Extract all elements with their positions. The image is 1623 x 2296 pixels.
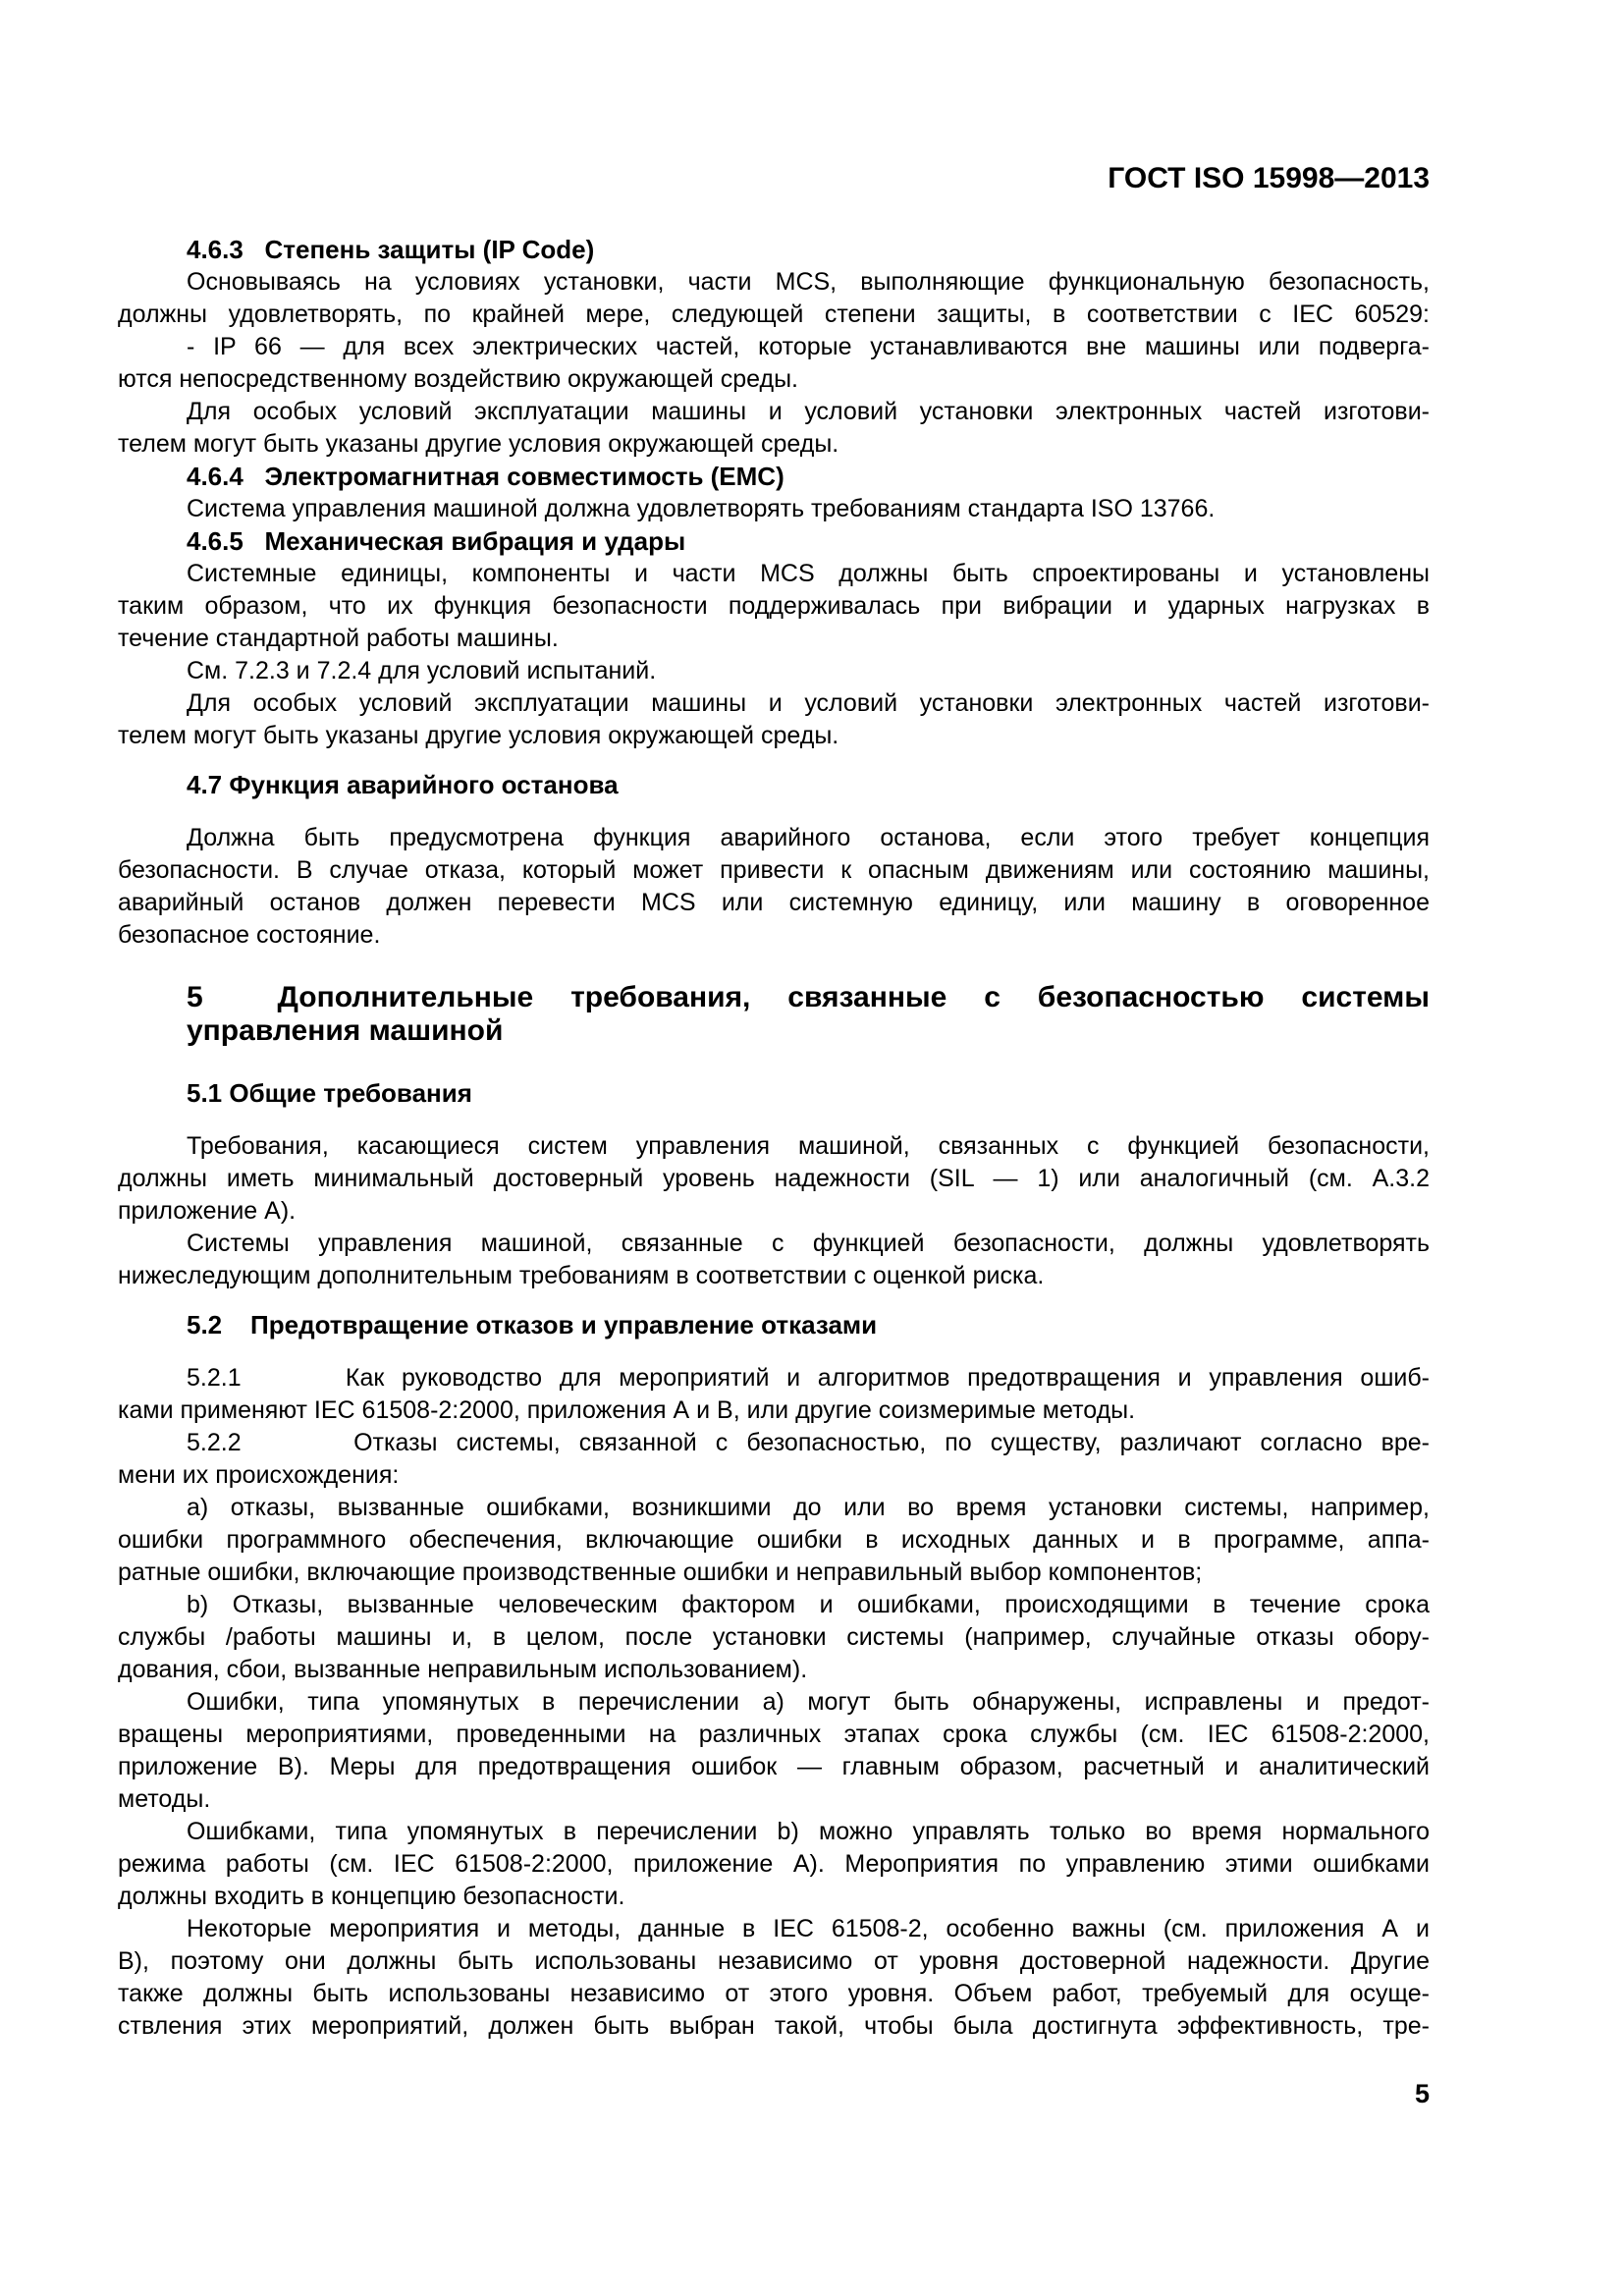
text-line: ствления этих мероприятий, должен быть выбран такой, чтобы была достигнута эффективность, тре- xyxy=(118,2012,1430,2040)
text-line: также должны быть использованы независимо от этого уровня. Объем работ, требуемый для осуще- xyxy=(118,1980,1430,2007)
text-line: - IP 66 — для всех электрических частей, которые устанавливаются вне машины или подверга- xyxy=(187,333,1430,360)
paragraph xyxy=(118,1228,1430,1292)
text-line: b) Отказы, вызванные человеческим фактором и ошибками, происходящими в течение срока xyxy=(187,1591,1430,1618)
paragraph xyxy=(118,1492,1430,1589)
text-line: приложение В). Меры для предотвращения ошибок — главным образом, расчетный и аналитический xyxy=(118,1753,1430,1780)
text-line: таким образом, что их функция безопасности поддерживалась при вибрации и ударных нагрузках в xyxy=(118,592,1430,620)
text-line: телем могут быть указаны другие условия окружающей среды. xyxy=(118,430,839,458)
text-line: Система управления машиной должна удовлетворять требованиям стандарта ISO 13766. xyxy=(187,495,1216,522)
text-line: безопасное состояние. xyxy=(118,921,381,949)
text-line: методы. xyxy=(118,1785,211,1813)
text-line: 4.7 Функция аварийного останова xyxy=(187,770,619,799)
text-line: 4.6.4 Электромагнитная совместимость (EMC) xyxy=(187,462,784,491)
text-line: Ошибками, типа упомянутых в перечислении b) можно управлять только во время нормального xyxy=(187,1818,1430,1845)
text-line: См. 7.2.3 и 7.2.4 для условий испытаний. xyxy=(187,657,657,684)
text-line: 4.6.5 Механическая вибрация и удары xyxy=(187,526,686,556)
text-line: мени их происхождения: xyxy=(118,1461,400,1489)
section-heading xyxy=(187,525,1430,558)
paragraph xyxy=(118,822,1430,952)
text-line: 4.6.3 Степень защиты (IP Code) xyxy=(187,235,595,264)
text-line: Для особых условий эксплуатации машины и условий установки электронных частей изготови- xyxy=(187,398,1430,425)
text-line: 5.2.2 Отказы системы, связанной с безопасностью, по существу, различают согласно вре- xyxy=(187,1429,1430,1456)
text-line: ошибки программного обеспечения, включающие ошибки в исходных данных и в программе, аппа- xyxy=(118,1526,1430,1554)
text-line: Для особых условий эксплуатации машины и условий установки электронных частей изготови- xyxy=(187,689,1430,717)
document-body xyxy=(118,234,1430,2043)
paragraph xyxy=(118,1913,1430,2043)
section-heading xyxy=(187,1077,1430,1110)
text-line: a) отказы, вызванные ошибками, возникшими до или во время установки системы, например, xyxy=(187,1494,1430,1521)
text-line: 5.1 Общие требования xyxy=(187,1078,472,1108)
text-line: вращены мероприятиями, проведенными на различных этапах срока службы (см. IEC 61508-2:2000, xyxy=(118,1721,1430,1748)
paragraph xyxy=(118,1816,1430,1913)
section-heading xyxy=(187,981,1430,1048)
running-header: ГОСТ ISO 15998—2013 xyxy=(1108,162,1430,194)
text-line: 5.2 Предотвращение отказов и управление отказами xyxy=(187,1310,878,1339)
paragraph xyxy=(118,558,1430,655)
paragraph xyxy=(118,493,1430,525)
section-heading xyxy=(187,769,1430,801)
text-line: управления машиной xyxy=(187,1014,504,1047)
page-content xyxy=(118,162,1430,2110)
text-line: нижеследующим дополнительным требованиям в соответствии с оценкой риска. xyxy=(118,1262,1045,1289)
paragraph xyxy=(118,396,1430,461)
paragraph xyxy=(118,1362,1430,1427)
text-line: ются непосредственному воздействию окружающей среды. xyxy=(118,365,799,393)
paragraph xyxy=(118,655,1430,687)
text-line: Требования, касающиеся систем управления машиной, связанных с функцией безопасности, xyxy=(187,1132,1430,1160)
text-line: безопасности. В случае отказа, который может привести к опасным движениям или состоянию машины, xyxy=(118,856,1430,884)
text-line: режима работы (см. IEC 61508-2:2000, приложение А). Мероприятия по управлению этими ошибками xyxy=(118,1850,1430,1878)
paragraph xyxy=(118,1589,1430,1686)
section-heading xyxy=(187,234,1430,266)
text-line: В), поэтому они должны быть использованы независимо от уровня достоверной надежности. Другие xyxy=(118,1947,1430,1975)
text-line: течение стандартной работы машины. xyxy=(118,625,559,652)
text-line: 5 Дополнительные требования, связанные с безопасностью системы xyxy=(187,981,1430,1013)
text-line: Некоторые мероприятия и методы, данные в IEC 61508-2, особенно важны (см. приложения А и xyxy=(187,1915,1430,1942)
page-number: 5 xyxy=(1414,2079,1430,2108)
paragraph xyxy=(118,1427,1430,1492)
text-line: должны входить в концепцию безопасности. xyxy=(118,1883,625,1910)
text-line: Должна быть предусмотрена функция аварийного останова, если этого требует концепция xyxy=(187,824,1430,851)
text-line: приложение А). xyxy=(118,1197,297,1225)
text-line: 5.2.1 Как руководство для мероприятий и алгоритмов предотвращения и управления ошиб- xyxy=(187,1364,1430,1392)
text-line: Системы управления машиной, связанные с функцией безопасности, должны удовлетворять xyxy=(187,1230,1430,1257)
text-line: должны иметь минимальный достоверный уровень надежности (SIL — 1) или аналогичный (см. А.3.2 xyxy=(118,1165,1430,1192)
paragraph xyxy=(118,1686,1430,1816)
paragraph xyxy=(118,687,1430,752)
text-line: ратные ошибки, включающие производственные ошибки и неправильный выбор компонентов; xyxy=(118,1558,1203,1586)
text-line: Основываясь на условиях установки, части MCS, выполняющие функциональную безопасность, xyxy=(187,268,1430,296)
text-line: должны удовлетворять, по крайней мере, следующей степени защиты, в соответствии с IEC 60529: xyxy=(118,301,1430,328)
section-heading xyxy=(187,1309,1430,1341)
text-line: телем могут быть указаны другие условия окружающей среды. xyxy=(118,722,839,749)
text-line: Ошибки, типа упомянутых в перечислении a) могут быть обнаружены, исправлены и предот- xyxy=(187,1688,1430,1716)
paragraph xyxy=(118,266,1430,331)
paragraph xyxy=(118,1130,1430,1228)
text-line: дования, сбои, вызванные неправильным использованием). xyxy=(118,1656,808,1683)
section-heading xyxy=(187,461,1430,493)
text-line: службы /работы машины и, в целом, после установки системы (например, случайные отказы обору- xyxy=(118,1623,1430,1651)
text-line: ками применяют IEC 61508-2:2000, приложения А и В, или другие соизмеримые методы. xyxy=(118,1396,1136,1424)
text-line: аварийный останов должен перевести MCS или системную единицу, или машину в оговоренное xyxy=(118,889,1430,916)
paragraph xyxy=(118,331,1430,396)
text-line: Системные единицы, компоненты и части MCS должны быть спроектированы и установлены xyxy=(187,560,1430,587)
